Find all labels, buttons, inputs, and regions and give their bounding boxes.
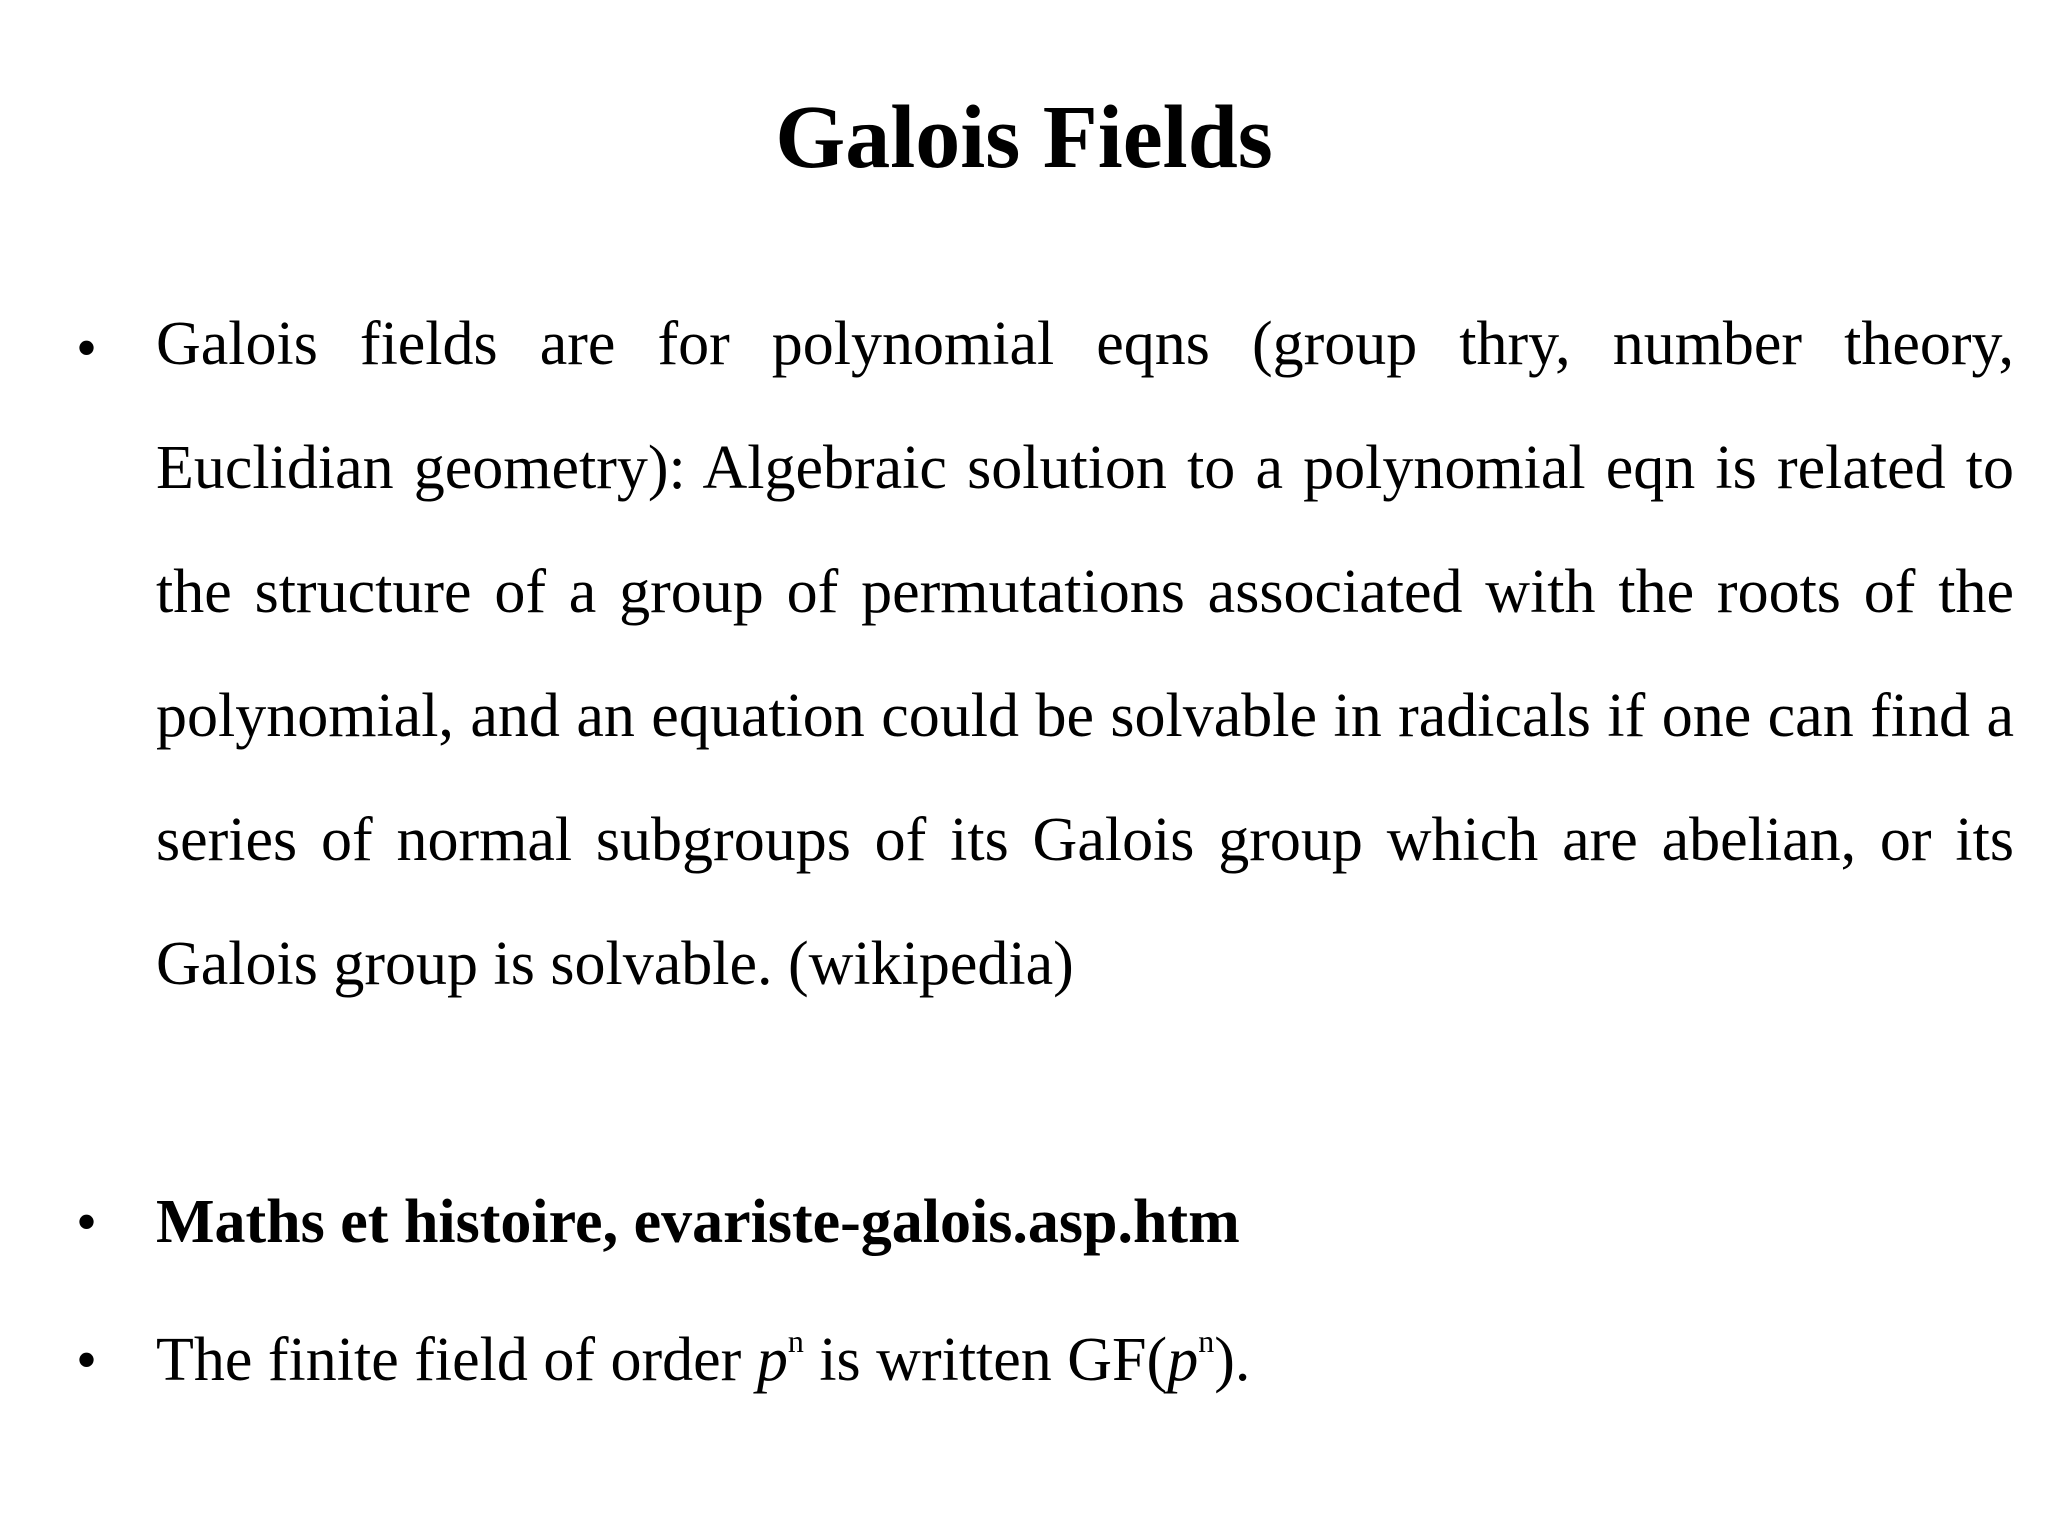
variable-p: p <box>756 1326 788 1394</box>
slide-title: Galois Fields <box>775 88 1273 187</box>
exponent-n: n <box>787 1323 804 1360</box>
bullet-item-reference: Maths et histoire, evariste-galois.asp.htm <box>156 1188 1240 1256</box>
variable-p: p <box>1167 1326 1199 1394</box>
exponent-n: n <box>1198 1323 1215 1360</box>
bullet-marker: • <box>76 1189 98 1255</box>
bullet-item-galois-description: Galois fields are for polynomial eqns (group thry, number theory, Euclidian geometry): Algebraic solution to a polynomial eqn is related to the structure of a group of permutations associated with the roots of the polynomial, and an equation could be solvable in radicals if one can find a series of normal subgroups of its Galois group which are abelian, or its Galois group is solvable. (wikipedia) <box>156 310 2014 998</box>
bullet-item-finite-field <box>156 1320 2014 1400</box>
bullet-marker: • <box>76 315 98 381</box>
finite-field-text-1: The finite field of order <box>156 1326 757 1394</box>
finite-field-text-2: is written GF( <box>803 1326 1168 1394</box>
finite-field-text-3: ). <box>1214 1326 1251 1394</box>
bullet-marker: • <box>76 1327 98 1393</box>
